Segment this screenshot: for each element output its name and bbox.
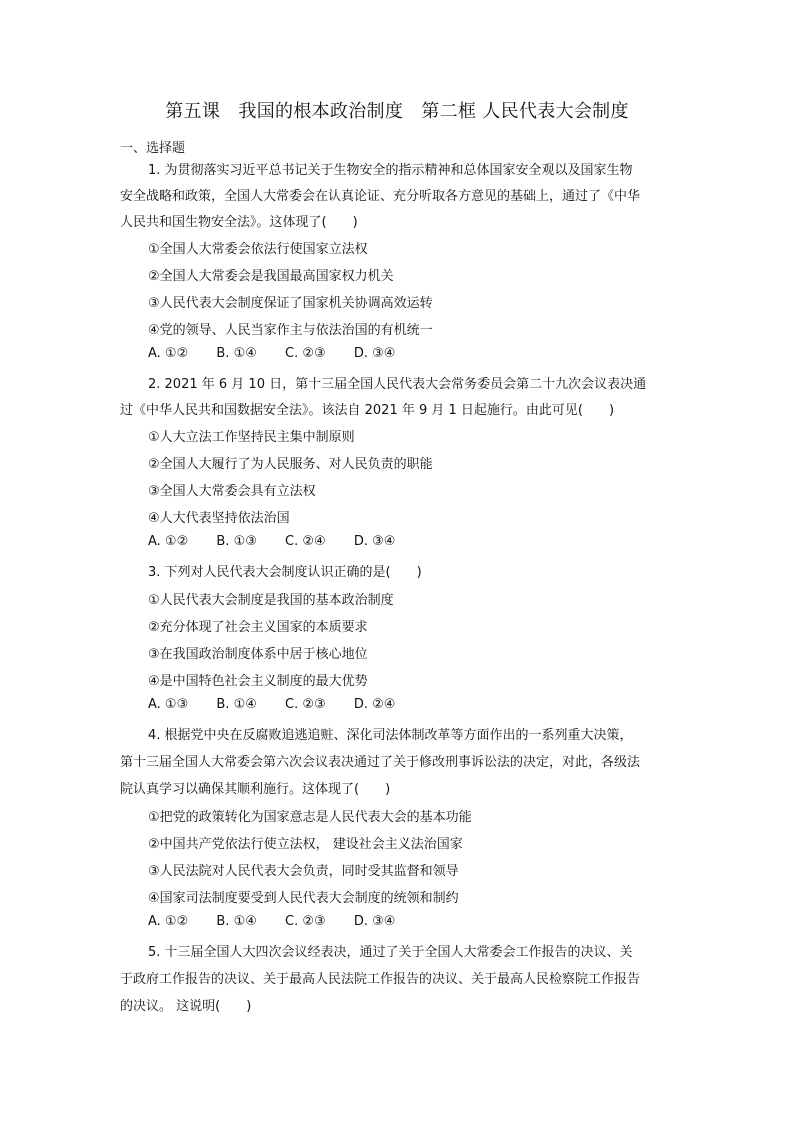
question-2-option-1: ①人大立法工作坚持民主集中制原则: [148, 430, 355, 445]
question-1-line-2: 安全战略和政策，全国人大常委会在认真论证、充分听取各方意见的基础上，通过了《中华: [120, 189, 641, 204]
question-2-choices: [148, 534, 419, 549]
question-1-line-1: 1. 为贯彻落实习近平总书记关于生物安全的指示精神和总体国家安全观以及国家生物: [148, 163, 633, 178]
choice-a[interactable]: A. ①②: [148, 534, 189, 549]
question-2-line-2: 过《中华人民共和国数据安全法》。该法自 2021 年 9 月 1 日起施行。由此可见( ): [120, 403, 615, 418]
question-4-option-4: ④国家司法制度要受到人民代表大会制度的统领和制约: [148, 891, 459, 906]
question-5-line-3: 的决议。 这说明( ): [120, 999, 252, 1014]
question-4-option-2: ②中国共产党依法行使立法权， 建设社会主义法治国家: [148, 837, 463, 852]
question-1-option-2: ②全国人大常委会是我国最高国家权力机关: [148, 269, 394, 284]
question-2-line-1: 2. 2021 年 6 月 10 日，第十三届全国人民代表大会常务委员会第二十九次会议表决通: [148, 377, 647, 392]
question-1-option-3: ③人民代表大会制度保证了国家机关协调高效运转: [148, 296, 433, 311]
question-4-option-3: ③人民法院对人民代表大会负责，同时受其监督和领导: [148, 864, 459, 879]
choice-d[interactable]: D. ②④: [353, 697, 396, 712]
choice-c[interactable]: C. ②③: [285, 914, 326, 929]
question-1-option-4: ④党的领导、人民当家作主与依法治国的有机统一: [148, 323, 433, 338]
question-2-option-3: ③全国人大常委会具有立法权: [148, 484, 316, 499]
question-3-option-2: ②充分体现了社会主义国家的本质要求: [148, 620, 368, 635]
question-1-choices: [148, 346, 419, 361]
choice-c[interactable]: C. ②③: [285, 697, 326, 712]
section-heading: 一、选择题: [120, 141, 186, 156]
question-5-line-1: 5. 十三届全国人大四次会议经表决，通过了关于全国人大常委会工作报告的决议、关: [148, 945, 633, 960]
choice-a[interactable]: A. ①②: [148, 346, 189, 361]
question-4-line-3: 院认真学习以确保其顺利施行。这体现了( ): [120, 782, 391, 797]
choice-b[interactable]: B. ①④: [216, 346, 257, 361]
question-5-line-2: 于政府工作报告的决议、关于最高人民法院工作报告的决议、关于最高人民检察院工作报告: [120, 972, 641, 987]
question-3-option-1: ①人民代表大会制度是我国的基本政治制度: [148, 593, 394, 608]
choice-d[interactable]: D. ③④: [353, 346, 396, 361]
question-4-line-2: 第十三届全国人大常委会第六次会议表决通过了关于修改刑事诉讼法的决定，对此，各级法: [120, 755, 641, 770]
question-2-option-2: ②全国人大履行了为人民服务、对人民负责的职能: [148, 457, 433, 472]
question-4-choices: [148, 914, 419, 929]
choice-a[interactable]: A. ①③: [148, 697, 189, 712]
question-3-line-1: 3. 下列对人民代表大会制度认识正确的是( ): [148, 565, 422, 580]
question-1-option-1: ①全国人大常委会依法行使国家立法权: [148, 242, 368, 257]
question-1-line-3: 人民共和国生物安全法》。这体现了( ): [120, 215, 358, 230]
question-4-option-1: ①把党的政策转化为国家意志是人民代表大会的基本功能: [148, 810, 472, 825]
question-4-line-1: 4. 根据党中央在反腐败追逃追赃、深化司法体制改革等方面作出的一系列重大决策，: [148, 728, 633, 743]
choice-c[interactable]: C. ②④: [285, 534, 326, 549]
question-3-option-4: ④是中国特色社会主义制度的最大优势: [148, 674, 368, 689]
question-2-option-4: ④人大代表坚持依法治国: [148, 511, 290, 526]
choice-b[interactable]: B. ①③: [216, 534, 257, 549]
choice-c[interactable]: C. ②③: [285, 346, 326, 361]
page-title: 第五课 我国的根本政治制度 第二框 人民代表大会制度: [165, 101, 629, 122]
choice-d[interactable]: D. ③④: [353, 914, 396, 929]
question-3-choices: [148, 697, 419, 712]
choice-a[interactable]: A. ①②: [148, 914, 189, 929]
question-3-option-3: ③在我国政治制度体系中居于核心地位: [148, 647, 368, 662]
choice-b[interactable]: B. ①④: [216, 914, 257, 929]
choice-b[interactable]: B. ①④: [216, 697, 257, 712]
choice-d[interactable]: D. ③④: [353, 534, 396, 549]
